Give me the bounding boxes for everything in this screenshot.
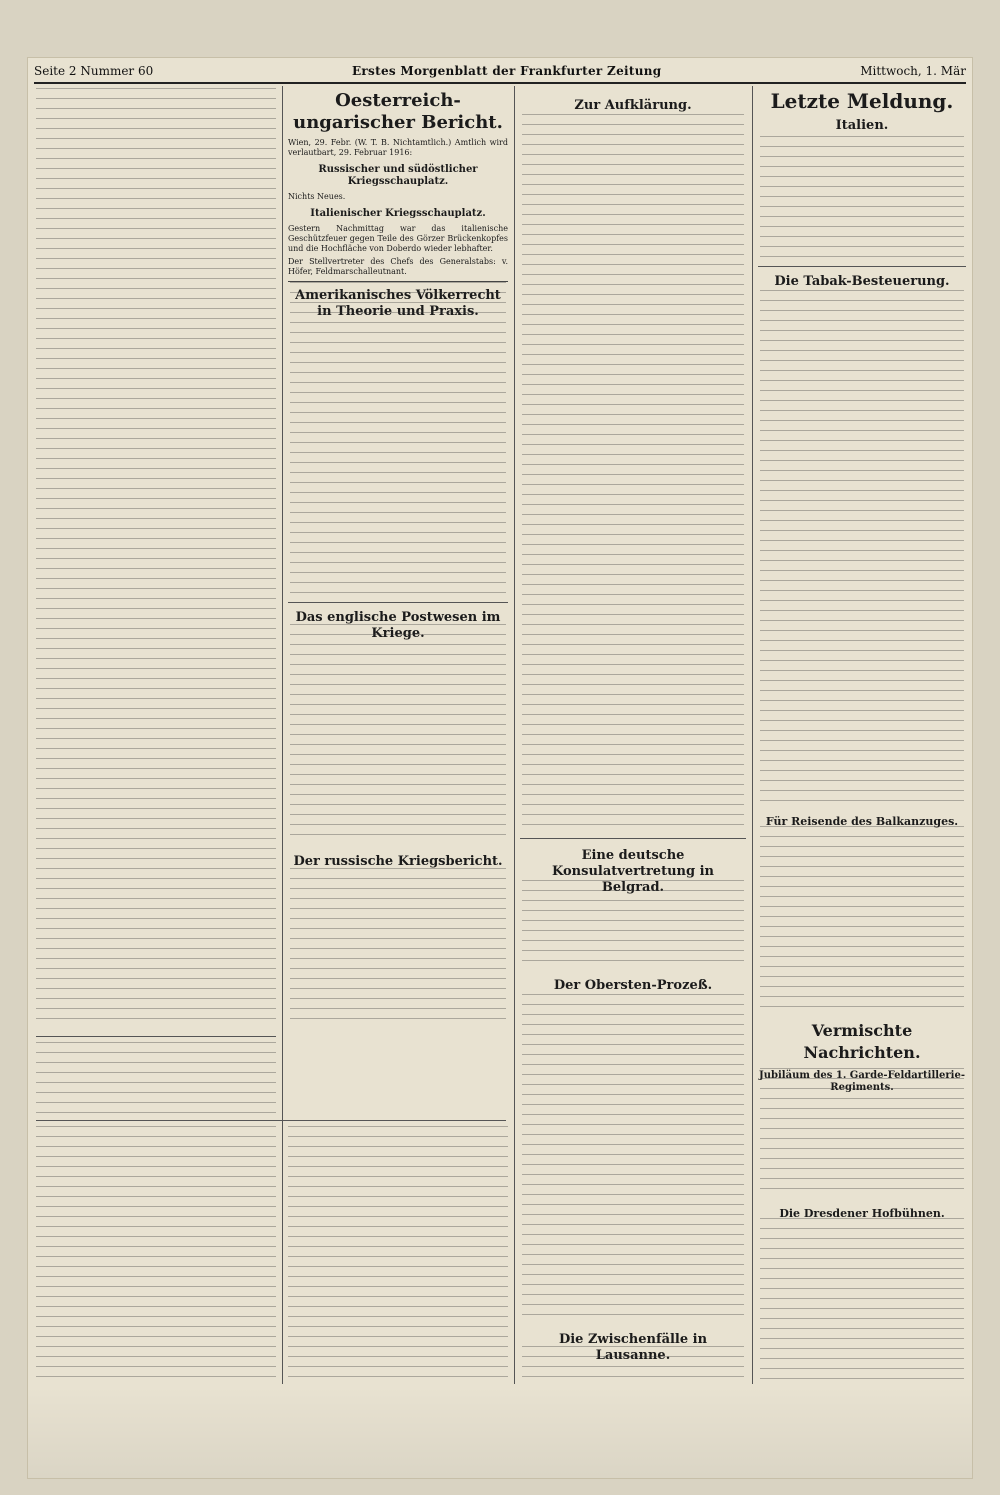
dateline: Wien, 29. Febr. (W. T. B. Nichtamtlich.) Amtlich wird verlautbart, 29. Februar 1916: (288, 138, 508, 157)
article-text-block (522, 880, 744, 970)
article-divider (288, 602, 508, 603)
article-text-block (760, 1218, 964, 1382)
headline-vermischte: Vermischte Nachrichten. (803, 1021, 921, 1062)
article-text-block (760, 826, 964, 1014)
article-text-block (522, 114, 744, 834)
column-divider (282, 86, 283, 1384)
column-divider (514, 86, 515, 1384)
article-text-block (760, 136, 964, 262)
headline-hofbuehnen: Die Dresdener Hofbühnen. (779, 1207, 945, 1220)
article-divider (758, 266, 966, 267)
article-text-block (288, 1126, 508, 1382)
article-text-block (290, 868, 506, 1028)
headline-post: Das englische Postwesen im Kriege. (295, 610, 501, 641)
page-bottom-edge (28, 1386, 972, 1478)
headline-obersten-prozess: Der Obersten-Prozeß. (553, 978, 713, 993)
headline-russian-report: Der russische Kriegsbericht. (293, 854, 503, 869)
article-text-block (290, 282, 506, 594)
headline-konsulat: Eine deutsche Konsulatvertretung in Belgrad. (552, 848, 714, 895)
column-divider (752, 86, 753, 1384)
page-number: Seite 2 Nummer 60 (34, 64, 154, 78)
subhead-russian-front: Russischer und südöstlicher Kriegsschauplatz. (318, 164, 478, 187)
article-text-block (522, 1346, 744, 1382)
headline-letzte-meldung: Letzte Meldung. (770, 89, 954, 113)
article-text-block (36, 1042, 276, 1114)
headline-aufklaerung: Zur Aufklärung. (574, 98, 692, 113)
report-text: Nichts Neues. (288, 192, 346, 201)
headline-balkanzug: Für Reisende des Balkanzuges. (765, 815, 959, 828)
article-divider (36, 1036, 276, 1037)
article-divider (520, 838, 746, 839)
headline-america: Amerikanisches Völkerrecht in Theorie und Praxis. (295, 288, 501, 319)
article-divider (36, 1120, 506, 1121)
signature: Der Stellvertreter des Chefs des Generalstabs: v. Höfer, Feldmarschalleutnant. (288, 257, 508, 276)
masthead-rule (34, 82, 966, 84)
newspaper-title: Erstes Morgenblatt der Frankfurter Zeitung (351, 64, 662, 78)
headline-tabak: Die Tabak-Besteuerung. (774, 274, 950, 289)
article-text-block (522, 994, 744, 1324)
issue-date: Mittwoch, 1. Mär (860, 64, 966, 78)
headline-lausanne: Die Zwischenfälle in Lausanne. (558, 1332, 708, 1363)
article-text-block (760, 1068, 964, 1198)
subhead-italien: Italien. (835, 118, 889, 133)
article-text-block (36, 88, 276, 1028)
subhead-italian-front: Italienischer Kriegsschauplatz. (310, 208, 486, 219)
article-text-block (760, 290, 964, 806)
subhead-jubilaeum: Jubiläum des 1. Garde-Feldartillerie-Regiments. (759, 1070, 965, 1093)
article-text-block (36, 1126, 276, 1382)
article-text-block (290, 624, 506, 844)
column-4 (758, 86, 966, 138)
report-text: Gestern Nachmittag war das italienische Geschützfeuer gegen Teile des Görzer Brückenkopfes und die Hochfläche von Doberdo wieder lebhafter. (288, 224, 508, 253)
headline-austria: Oesterreich-ungarischer Bericht. (293, 90, 503, 133)
masthead (34, 62, 966, 80)
